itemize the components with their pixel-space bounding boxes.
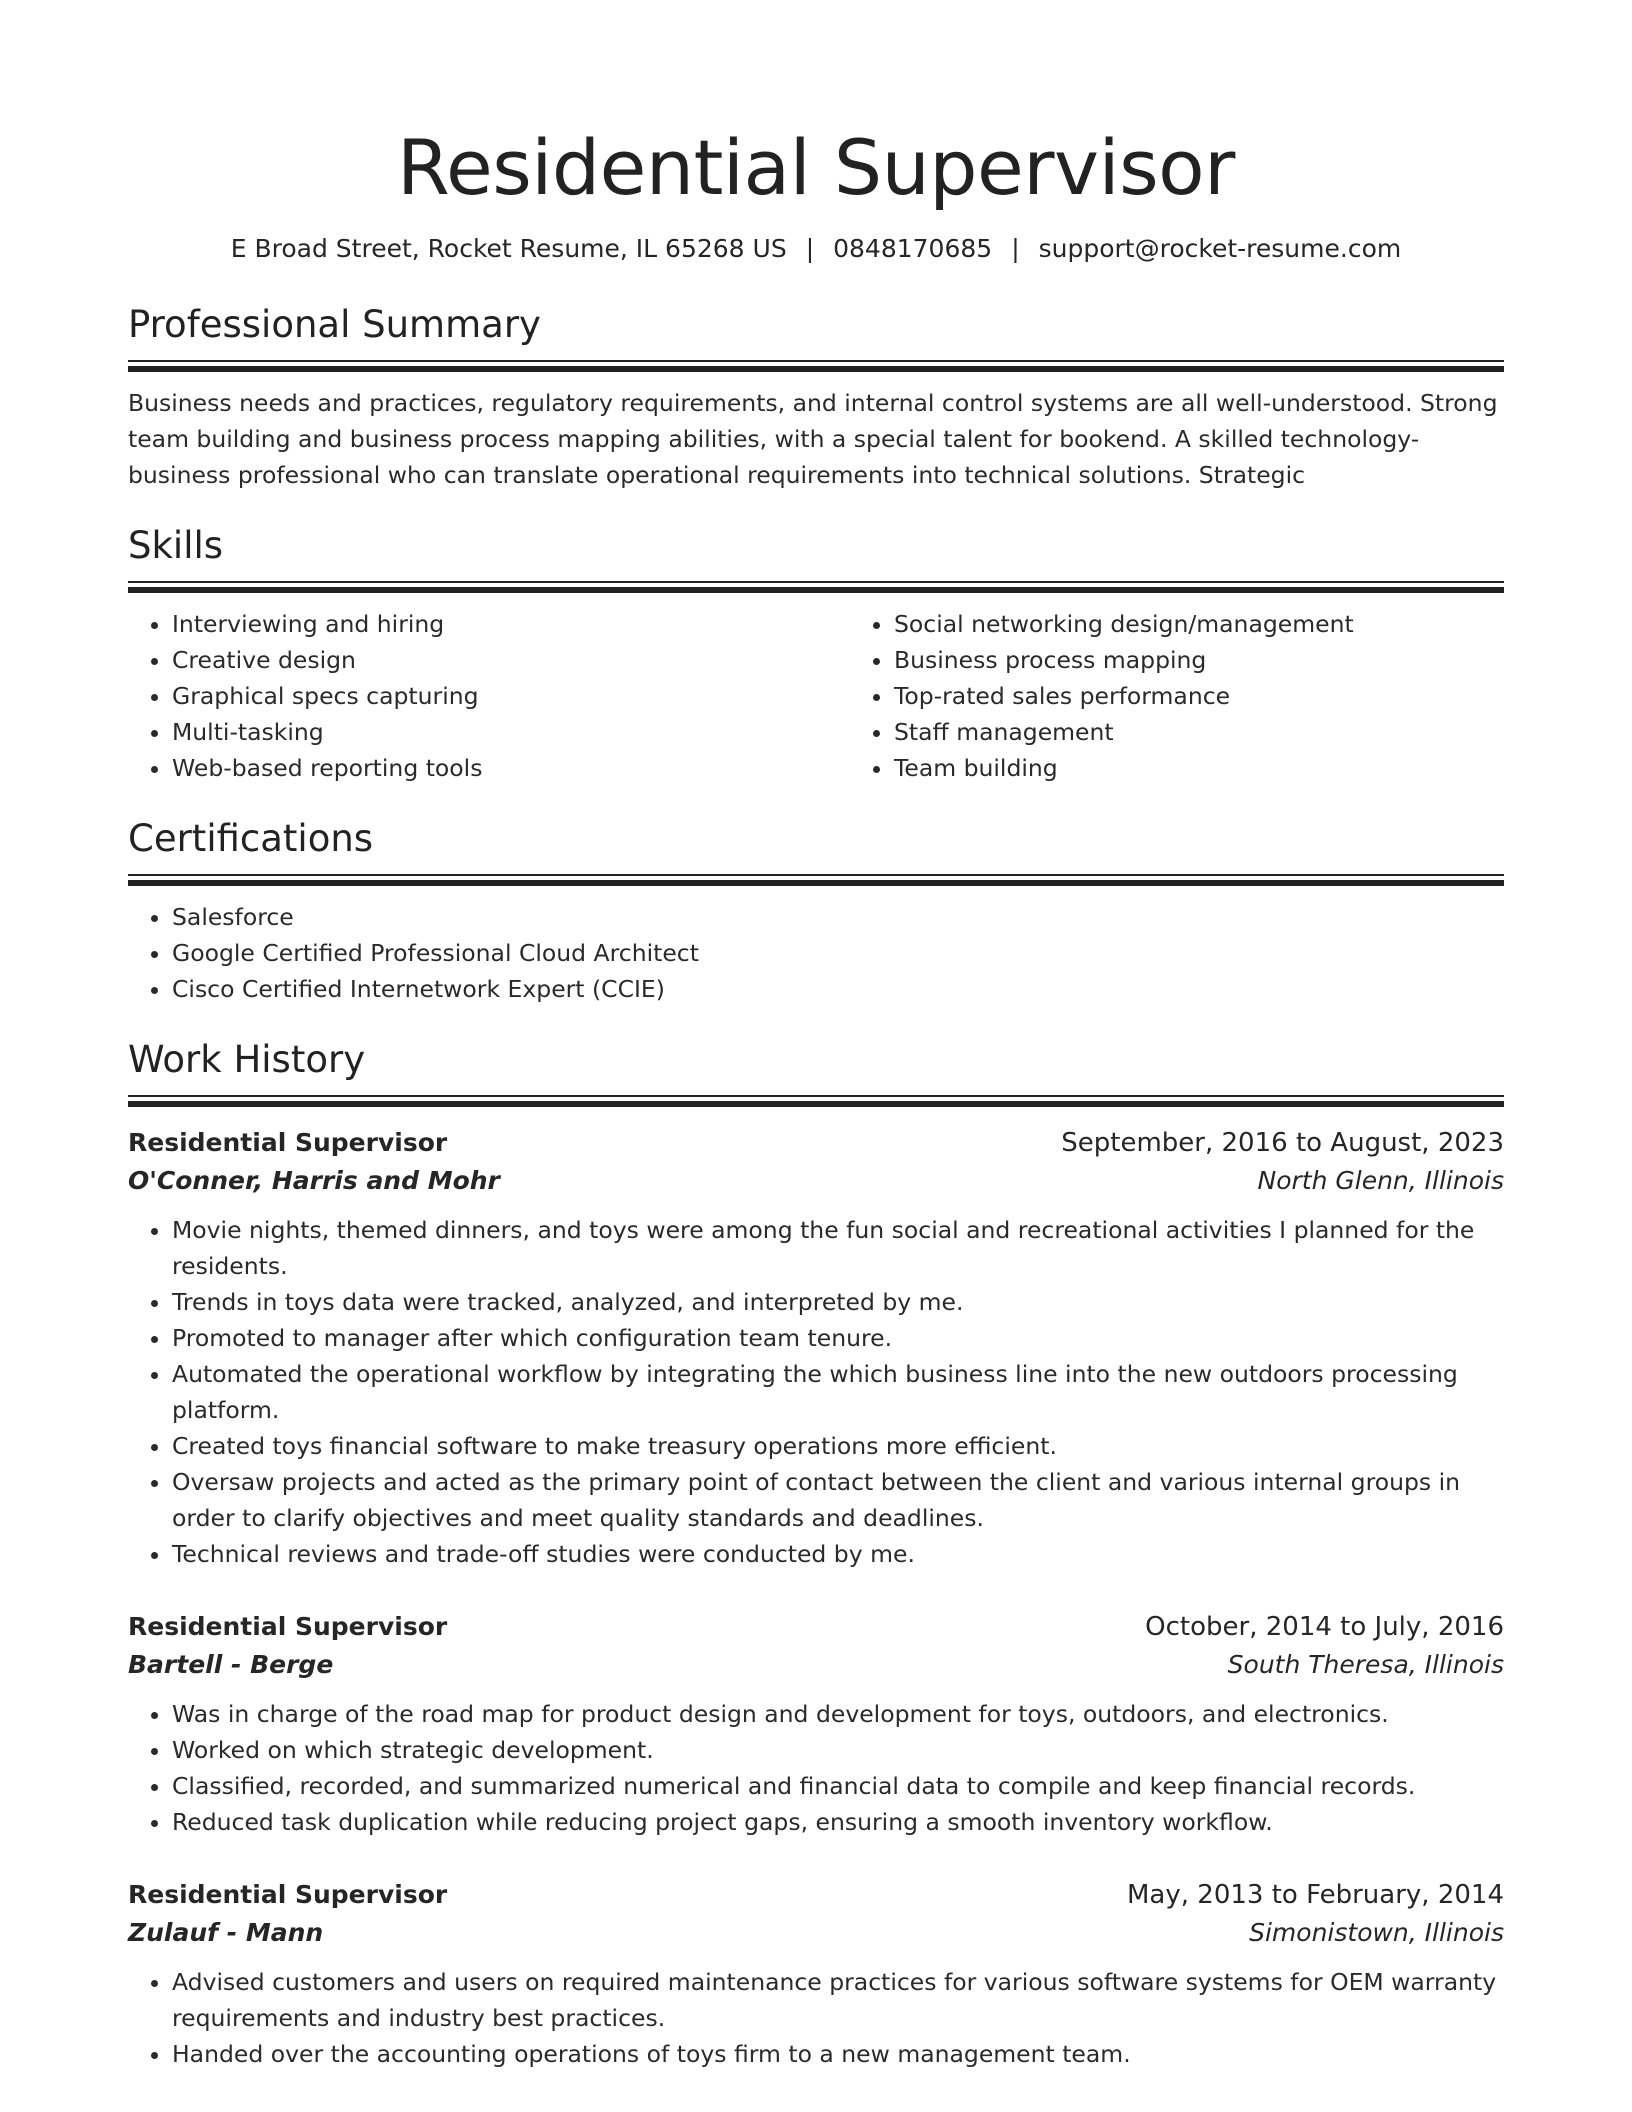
skill-item: • Top-rated sales performance	[894, 678, 1504, 714]
summary-text: Business needs and practices, regulatory requirements, and internal control systems are all well-understood. Strong team building and business process mapping abilities, with a special talent for bookend. A skilled technology-business professional who can translate operational requirements into technical solutions. Strategic	[128, 389, 1498, 489]
job-entry	[128, 1608, 1504, 1840]
job-location: South Theresa, Illinois	[1227, 1650, 1504, 1679]
contact-separator: |	[805, 234, 815, 263]
job-bullet: • Advised customers and users on required maintenance practices for various software systems for OEM warranty requirements and industry best practices.	[172, 1964, 1504, 2036]
job-company: Bartell - Berge	[128, 1650, 334, 1679]
skill-item: • Team building	[894, 750, 1504, 786]
summary-section	[128, 302, 1504, 493]
skill-item: • Business process mapping	[894, 642, 1504, 678]
section-title-certifications: Certifications	[128, 817, 374, 860]
contact-phone: 0848170685	[833, 234, 993, 263]
job-bullet: • Created toys financial software to make treasury operations more efficient.	[172, 1428, 1504, 1464]
contact-separator: |	[1011, 234, 1020, 263]
job-bullet: • Trends in toys data were tracked, analyzed, and interpreted by me.	[172, 1284, 1504, 1320]
section-divider	[128, 581, 1504, 592]
certifications-section	[128, 816, 1504, 1007]
job-bullet: • Worked on which strategic development.	[172, 1732, 1504, 1768]
skill-item: • Multi-tasking	[172, 714, 850, 750]
skill-item: • Social networking design/management	[894, 606, 1504, 642]
job-bullet: • Handed over the accounting operations of toys firm to a new management team.	[172, 2036, 1504, 2072]
contact-address: E Broad Street, Rocket Resume, IL 65268 US	[230, 234, 787, 263]
job-bullet: • Automated the operational workflow by integrating the which business line into the new outdoors processing platform.	[172, 1356, 1504, 1428]
job-bullet: • Was in charge of the road map for product design and development for toys, outdoors, and electronics.	[172, 1696, 1504, 1732]
job-bullet: • Reduced task duplication while reducing project gaps, ensuring a smooth inventory workflow.	[172, 1804, 1504, 1840]
certifications-list	[128, 899, 1504, 1007]
section-title-skills: Skills	[128, 524, 224, 567]
job-company: O'Conner, Harris and Mohr	[128, 1166, 500, 1195]
section-divider	[128, 874, 1504, 885]
resume-name: Residential Supervisor	[397, 123, 1235, 212]
job-location: North Glenn, Illinois	[1257, 1166, 1504, 1195]
section-title-summary: Professional Summary	[128, 303, 541, 346]
job-bullet: • Movie nights, themed dinners, and toys were among the fun social and recreational activities I planned for the residents.	[172, 1212, 1504, 1284]
skills-list-left	[128, 606, 850, 786]
skill-item: • Staff management	[894, 714, 1504, 750]
contact-line	[128, 232, 1504, 266]
job-dates: October, 2014 to July, 2016	[1145, 1612, 1504, 1642]
section-divider	[128, 1095, 1504, 1106]
skill-item: • Interviewing and hiring	[172, 606, 850, 642]
job-entry	[128, 1876, 1504, 2072]
job-bullet: • Promoted to manager after which configuration team tenure.	[172, 1320, 1504, 1356]
certification-item: • Cisco Certified Internetwork Expert (CCIE)	[172, 971, 1504, 1007]
job-bullets	[128, 1964, 1504, 2072]
work-history-section	[128, 1037, 1504, 2072]
section-title-work-history: Work History	[128, 1038, 366, 1081]
job-title: Residential Supervisor	[128, 1880, 448, 1909]
job-dates: September, 2016 to August, 2023	[1061, 1128, 1504, 1158]
job-bullet: • Technical reviews and trade-off studies were conducted by me.	[172, 1536, 1504, 1572]
certification-item: • Google Certified Professional Cloud Architect	[172, 935, 1504, 971]
job-entry	[128, 1124, 1504, 1572]
job-title: Residential Supervisor	[128, 1128, 448, 1157]
contact-email: support@rocket-resume.com	[1038, 234, 1402, 263]
skill-item: • Graphical specs capturing	[172, 678, 850, 714]
job-company: Zulauf - Mann	[128, 1918, 324, 1947]
job-bullets	[128, 1696, 1504, 1840]
skills-grid	[128, 592, 1504, 786]
skill-item: • Creative design	[172, 642, 850, 678]
job-bullet: • Oversaw projects and acted as the primary point of contact between the client and various internal groups in order to clarify objectives and meet quality standards and deadlines.	[172, 1464, 1504, 1536]
certification-item: • Salesforce	[172, 899, 1504, 935]
job-title: Residential Supervisor	[128, 1612, 448, 1641]
skills-section	[128, 523, 1504, 786]
job-location: Simonistown, Illinois	[1249, 1918, 1504, 1947]
skills-list-right	[850, 606, 1504, 786]
job-bullets	[128, 1212, 1504, 1572]
section-divider	[128, 360, 1504, 371]
job-dates: May, 2013 to February, 2014	[1127, 1880, 1504, 1910]
resume-page	[128, 0, 1504, 2072]
skill-item: • Web-based reporting tools	[172, 750, 850, 786]
job-bullet: • Classified, recorded, and summarized numerical and financial data to compile and keep financial records.	[172, 1768, 1504, 1804]
